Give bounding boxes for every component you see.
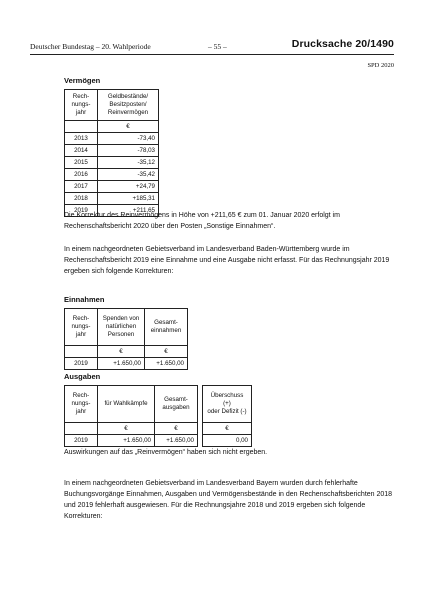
- table-unit-row: [65, 121, 159, 133]
- unit-cell: €: [98, 121, 159, 133]
- page-header: [30, 38, 394, 54]
- unit-cell-empty: [65, 346, 98, 358]
- ausgaben-table: [64, 385, 198, 447]
- surplus-deficit-table: [202, 385, 252, 447]
- column-header-surplus-deficit: Überschuss (+) oder Defizit (-): [203, 386, 252, 423]
- year-cell: 2019: [65, 358, 98, 370]
- table-header-row: [65, 309, 188, 346]
- paragraph-reinvermoegen-correction: Die Korrektur des Reinvermögens in Höhe von +211,65 € zum 01. Januar 2020 erfolgt im Rechenschaftsbericht 2020 über den Posten „Sonstige Einnahmen“.: [64, 212, 340, 230]
- value-cell: +211,65: [98, 205, 159, 217]
- table-unit-row: [203, 423, 252, 435]
- table-unit-row: [65, 346, 188, 358]
- party-label: SPD 2020: [367, 62, 394, 69]
- vermoegen-table: [64, 89, 159, 217]
- year-cell: 2013: [65, 133, 98, 145]
- section-heading-einnahmen: Einnahmen: [64, 295, 105, 304]
- unit-cell-empty: [65, 121, 98, 133]
- table-row: [65, 145, 159, 157]
- value-cell: +1.650,00: [98, 358, 145, 370]
- column-header-spenden: Spenden von natürlichen Personen: [98, 309, 145, 346]
- value-cell: -35,12: [98, 157, 159, 169]
- table-row: [65, 358, 188, 370]
- table-header-row: [65, 386, 198, 423]
- header-page-number: – 55 –: [208, 42, 227, 51]
- column-header-value: Geldbestände/ Besitzposten/ Reinvermögen: [98, 90, 159, 121]
- value-cell: 0,00: [203, 435, 252, 447]
- section-heading-vermoegen: Vermögen: [64, 76, 101, 85]
- unit-cell-empty: [65, 423, 98, 435]
- value-cell: +1.650,00: [145, 358, 188, 370]
- value-cell: -35,42: [98, 169, 159, 181]
- paragraph-bayern: In einem nachgeordneten Gebietsverband im Landesverband Bayern wurden durch fehlerhafte Buchungsvorgänge Einnahmen, Ausgaben und Vermögensbestände in den Rechenschaftsberichten 2018 und 2019 fehlerhaft ausgewiesen. Für die Rechnungsjahre 2018 und 2019 ergeben sich folgende Korrekturen:: [64, 480, 393, 520]
- header-parliament: Deutscher Bundestag – 20. Wahlperiode: [30, 42, 151, 51]
- value-cell: +185,31: [98, 193, 159, 205]
- unit-cell: €: [203, 423, 252, 435]
- column-header-year: Rech- nungs- jahr: [65, 309, 98, 346]
- column-header-year: Rech- nungs- jahr: [65, 90, 98, 121]
- unit-cell: €: [98, 346, 145, 358]
- unit-cell: €: [155, 423, 198, 435]
- paragraph-baden-wuerttemberg: In einem nachgeordneten Gebietsverband im Landesverband Baden-Württemberg wurde im Rechenschaftsbericht 2019 eine Einnahme und eine Ausgabe nicht erfasst. Für das Rechnungsjahr 2019 ergeben sich folgende Korrekturen:: [64, 246, 390, 275]
- year-cell: 2015: [65, 157, 98, 169]
- year-cell: 2018: [65, 193, 98, 205]
- column-header-wahlkaempfe: für Wahlkämpfe: [98, 386, 155, 423]
- table-row: [65, 435, 198, 447]
- unit-cell: €: [145, 346, 188, 358]
- year-cell: 2014: [65, 145, 98, 157]
- unit-cell: €: [98, 423, 155, 435]
- table-unit-row: [65, 423, 198, 435]
- column-header-gesamteinnahmen: Gesamt- einnahmen: [145, 309, 188, 346]
- table-row: [65, 133, 159, 145]
- year-cell: 2016: [65, 169, 98, 181]
- table-row: [203, 435, 252, 447]
- table-row: [65, 157, 159, 169]
- column-header-year: Rech- nungs- jahr: [65, 386, 98, 423]
- value-cell: +24,79: [98, 181, 159, 193]
- year-cell: 2019: [65, 205, 98, 217]
- paragraph-no-effect: Auswirkungen auf das „Reinvermögen“ haben sich nicht ergeben.: [64, 449, 268, 456]
- header-document-number: Drucksache 20/1490: [291, 38, 394, 50]
- value-cell: -78,03: [98, 145, 159, 157]
- section-heading-ausgaben: Ausgaben: [64, 372, 101, 381]
- einnahmen-table: [64, 308, 188, 370]
- year-cell: 2017: [65, 181, 98, 193]
- value-cell: +1.650,00: [98, 435, 155, 447]
- table-row: [65, 181, 159, 193]
- column-header-gesamtausgaben: Gesamt- ausgaben: [155, 386, 198, 423]
- value-cell: -73,40: [98, 133, 159, 145]
- value-cell: +1.650,00: [155, 435, 198, 447]
- table-row: [65, 193, 159, 205]
- table-header-row: [65, 90, 159, 121]
- year-cell: 2019: [65, 435, 98, 447]
- table-row: [65, 169, 159, 181]
- table-header-row: [203, 386, 252, 423]
- header-rule: [30, 54, 394, 55]
